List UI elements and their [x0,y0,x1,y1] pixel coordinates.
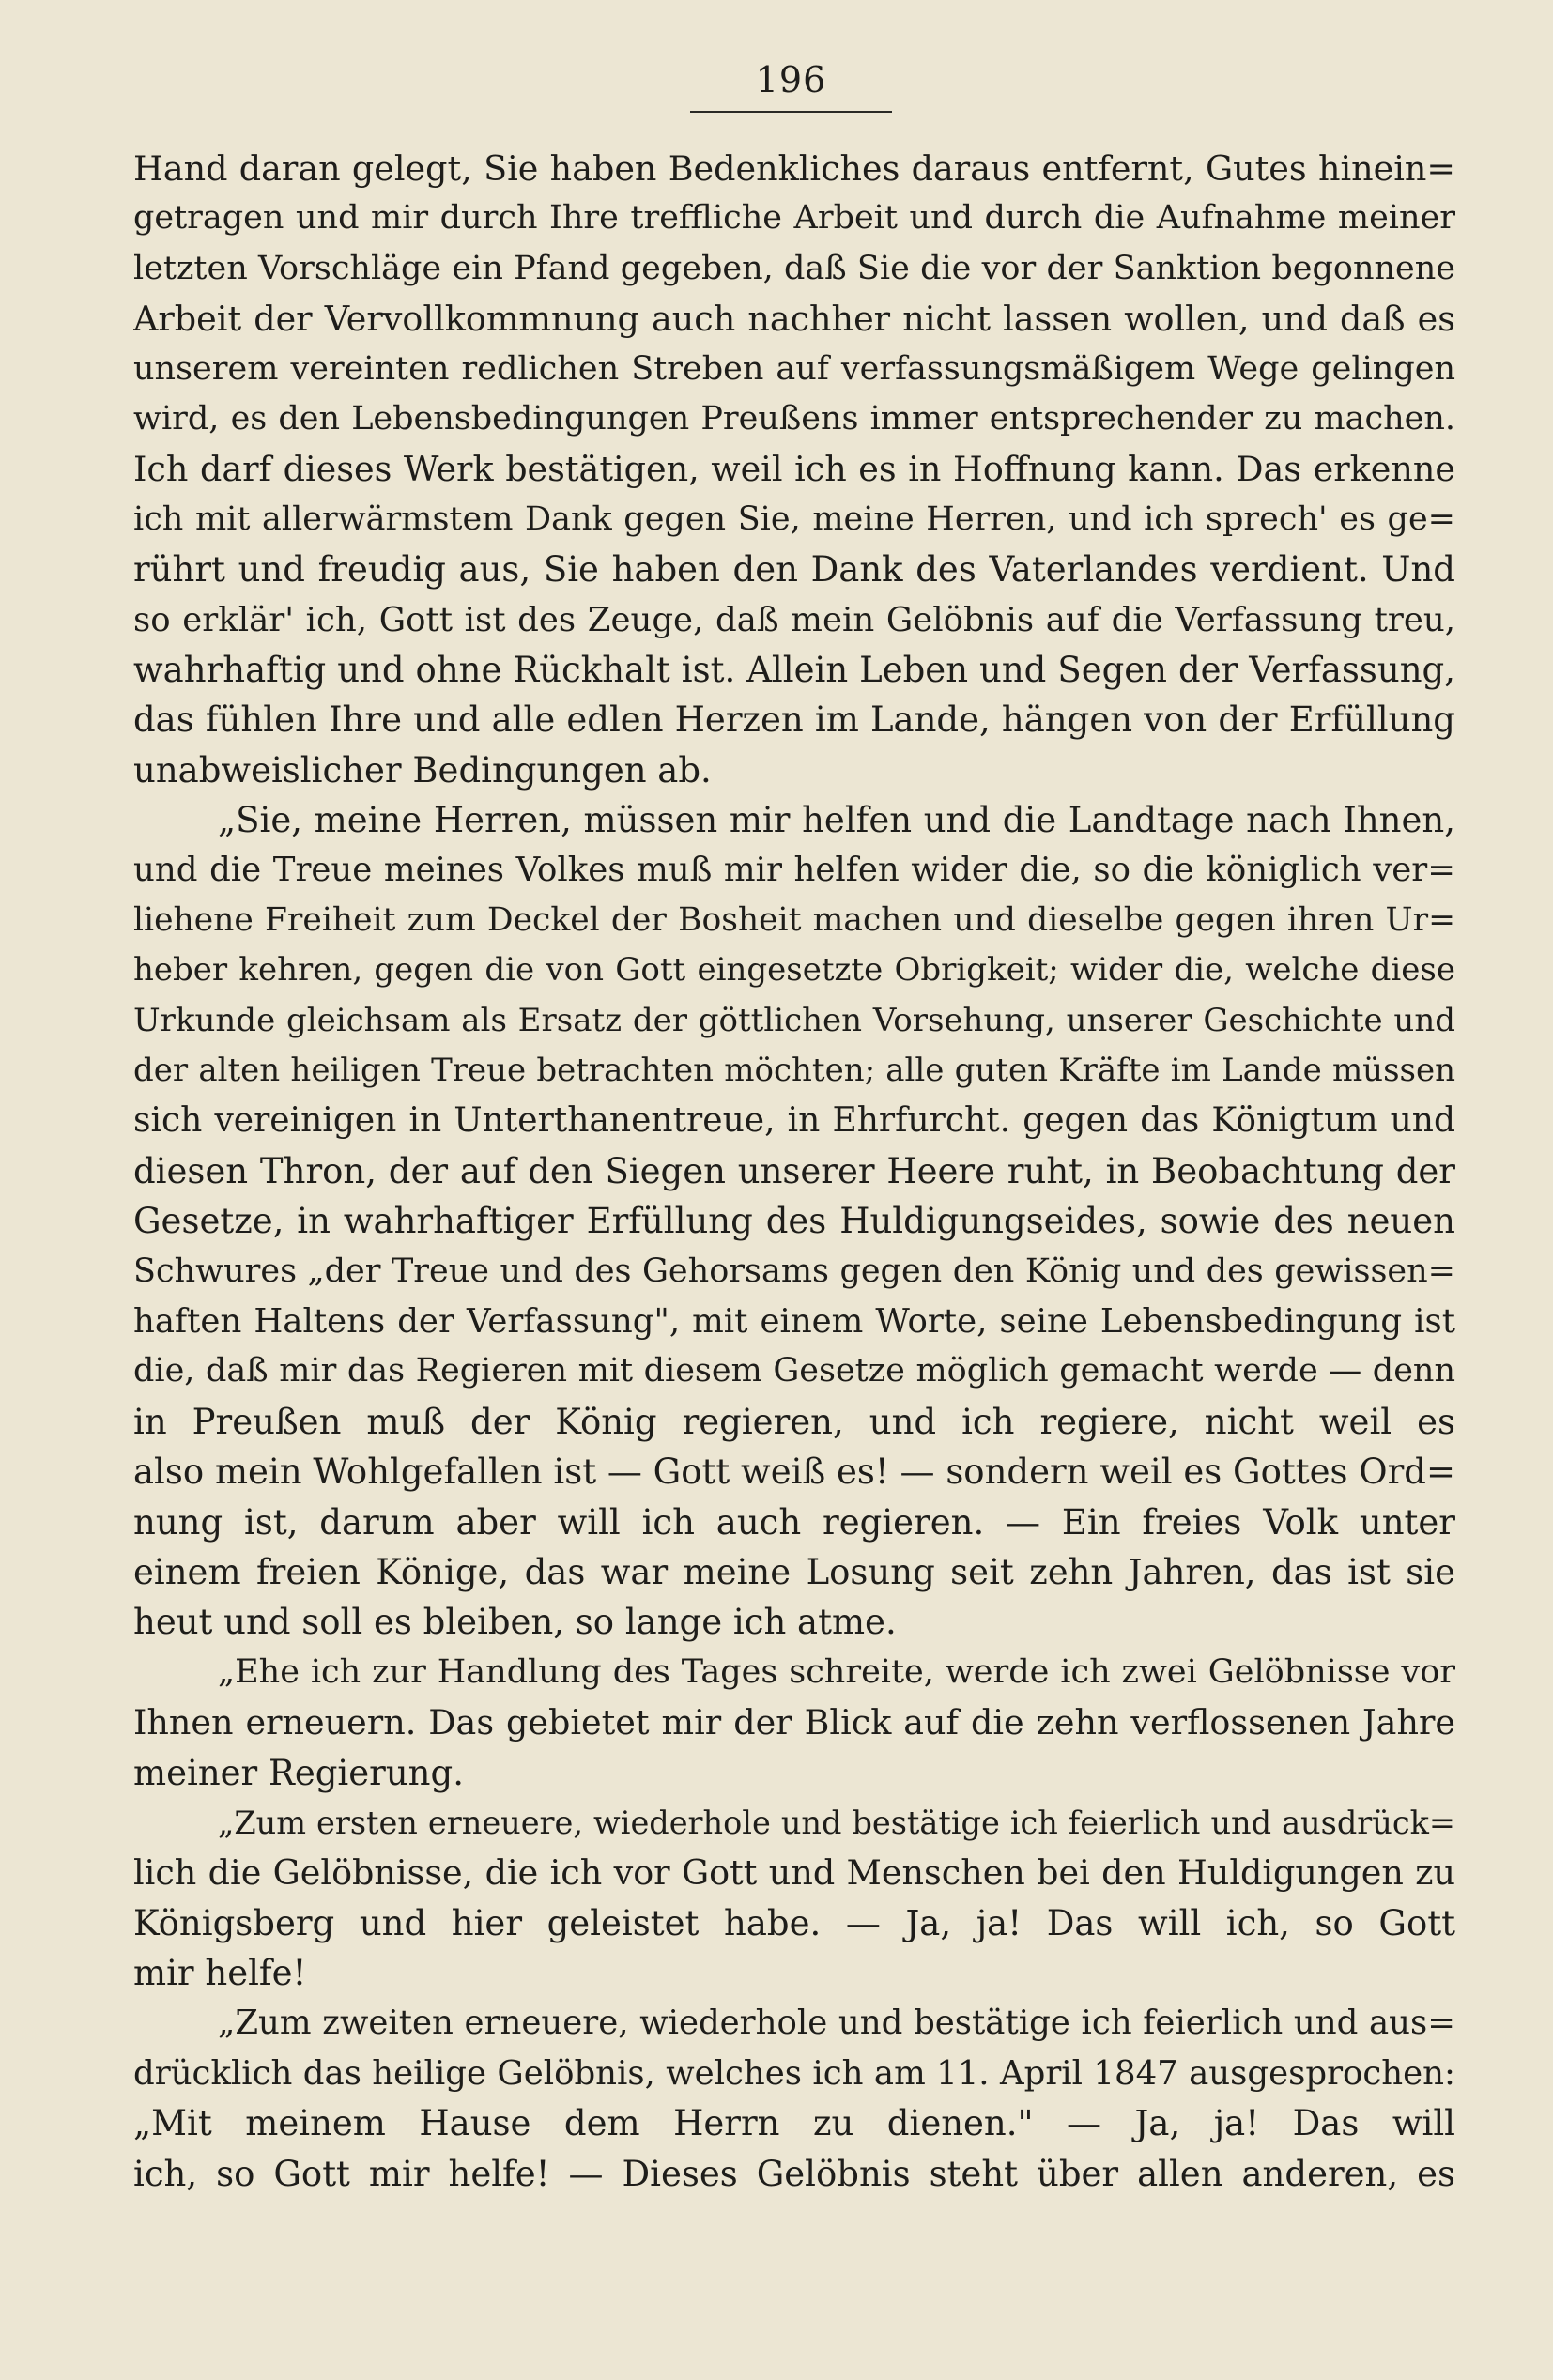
text-line: das fühlen Ihre und alle edlen Herzen im Lande, hängen von der Erfüllung [133,699,1455,741]
header-rule [690,111,892,113]
text-line: heber kehren, gegen die von Gott eingesetzte Obrigkeit; wider die, welche diese [133,951,1455,990]
text-line: ich, so Gott mir helfe! — Dieses Gelöbnis steht über allen anderen, es [133,2153,1455,2194]
text-line: „Mit meinem Hause dem Herrn zu dienen." — Ja, ja! Das will [133,2103,1455,2144]
text-line: Königsberg und hier geleistet habe. — Ja, ja! Das will ich, so Gott [133,1902,1455,1943]
text-line: Gesetze, in wahrhaftiger Erfüllung des Huldigungseides, sowie des neuen [133,1201,1455,1242]
text-line: sich vereinigen in Unterthanentreue, in Ehrfurcht. gegen das Königtum und [133,1101,1455,1141]
text-line: so erklär' ich, Gott ist des Zeuge, daß mein Gelöbnis auf die Verfassung treu, [133,600,1455,639]
text-line: getragen und mir durch Ihre treffliche Arbeit und durch die Aufnahme meiner [133,199,1455,238]
text-line: meiner Regierung. [133,1752,464,1793]
text-line: Ich darf dieses Werk bestätigen, weil ich es in Hoffnung kann. Das erkenne [133,449,1455,490]
text-line: nung ist, darum aber will ich auch regieren. — Ein freies Volk unter [133,1501,1455,1543]
text-line: „Sie, meine Herren, müssen mir helfen und die Landtage nach Ihnen, [218,800,1455,841]
text-line: unserem vereinten redlichen Streben auf verfassungsmäßigem Wege gelingen [133,349,1455,388]
text-line: haften Haltens der Verfassung", mit einem Worte, seine Lebensbedingung ist [133,1301,1455,1341]
text-line: liehene Freiheit zum Deckel der Bosheit machen und dieselbe gegen ihren Ur= [133,900,1455,939]
text-line: diesen Thron, der auf den Siegen unserer Heere ruht, in Beobachtung der [133,1150,1455,1191]
text-line: letzten Vorschläge ein Pfand gegeben, daß Sie die vor der Sanktion begonnene [133,249,1455,287]
text-line: die, daß mir das Regieren mit diesem Gesetze möglich gemacht werde — denn [133,1352,1455,1390]
text-line: „Ehe ich zur Handlung des Tages schreite, werde ich zwei Gelöbnisse vor [218,1652,1455,1691]
text-line: Urkunde gleichsam als Ersatz der göttlichen Vorsehung, unserer Geschichte und [133,1001,1455,1039]
text-line: wahrhaftig und ohne Rückhalt ist. Allein Leben und Segen der Verfassung, [133,649,1455,690]
text-line: wird, es den Lebensbedingungen Preußens immer entsprechender zu machen. [133,399,1455,438]
text-line: unabweislicher Bedingungen ab. [133,749,712,791]
text-line: drücklich das heilige Gelöbnis, welches ich am 11. April 1847 ausgesprochen: [133,2053,1455,2093]
text-line: Schwures „der Treue und des Gehorsams gegen den König und des gewissen= [133,1251,1455,1290]
text-line: „Zum zweiten erneuere, wiederhole und bestätige ich feierlich und aus= [218,2004,1455,2043]
text-line: mir helfe! [133,1953,307,1994]
text-line: Hand daran gelegt, Sie haben Bedenkliches daraus entfernt, Gutes hinein= [133,148,1455,189]
text-line: der alten heiligen Treue betrachten möchten; alle guten Kräfte im Lande müssen [133,1052,1455,1090]
text-line: also mein Wohlgefallen ist — Gott weiß es! — sondern weil es Gottes Ord= [133,1451,1455,1493]
text-line: lich die Gelöbnisse, die ich vor Gott und Menschen bei den Huldigungen zu [133,1852,1455,1894]
page-number: 196 [755,59,827,100]
text-line: rührt und freudig aus, Sie haben den Dank des Vaterlandes verdient. Und [133,549,1455,591]
text-line: Arbeit der Vervollkommnung auch nachher nicht lassen wollen, und daß es [133,299,1455,340]
text-line: Ihnen erneuern. Das gebietet mir der Blick auf die zehn verflossenen Jahre [133,1702,1455,1743]
text-line: einem freien Könige, das war meine Losung seit zehn Jahren, das ist sie [133,1551,1455,1592]
text-line: „Zum ersten erneuere, wiederhole und bestätige ich feierlich und ausdrück= [218,1804,1455,1841]
text-line: ich mit allerwärmstem Dank gegen Sie, meine Herren, und ich sprech' es ge= [133,499,1455,538]
text-line: in Preußen muß der König regieren, und ich regiere, nicht weil es [133,1401,1455,1442]
text-line: und die Treue meines Volkes muß mir helfen wider die, so die königlich ver= [133,851,1455,890]
body-text [133,144,1455,2199]
text-line: heut und soll es bleiben, so lange ich atme. [133,1602,897,1643]
